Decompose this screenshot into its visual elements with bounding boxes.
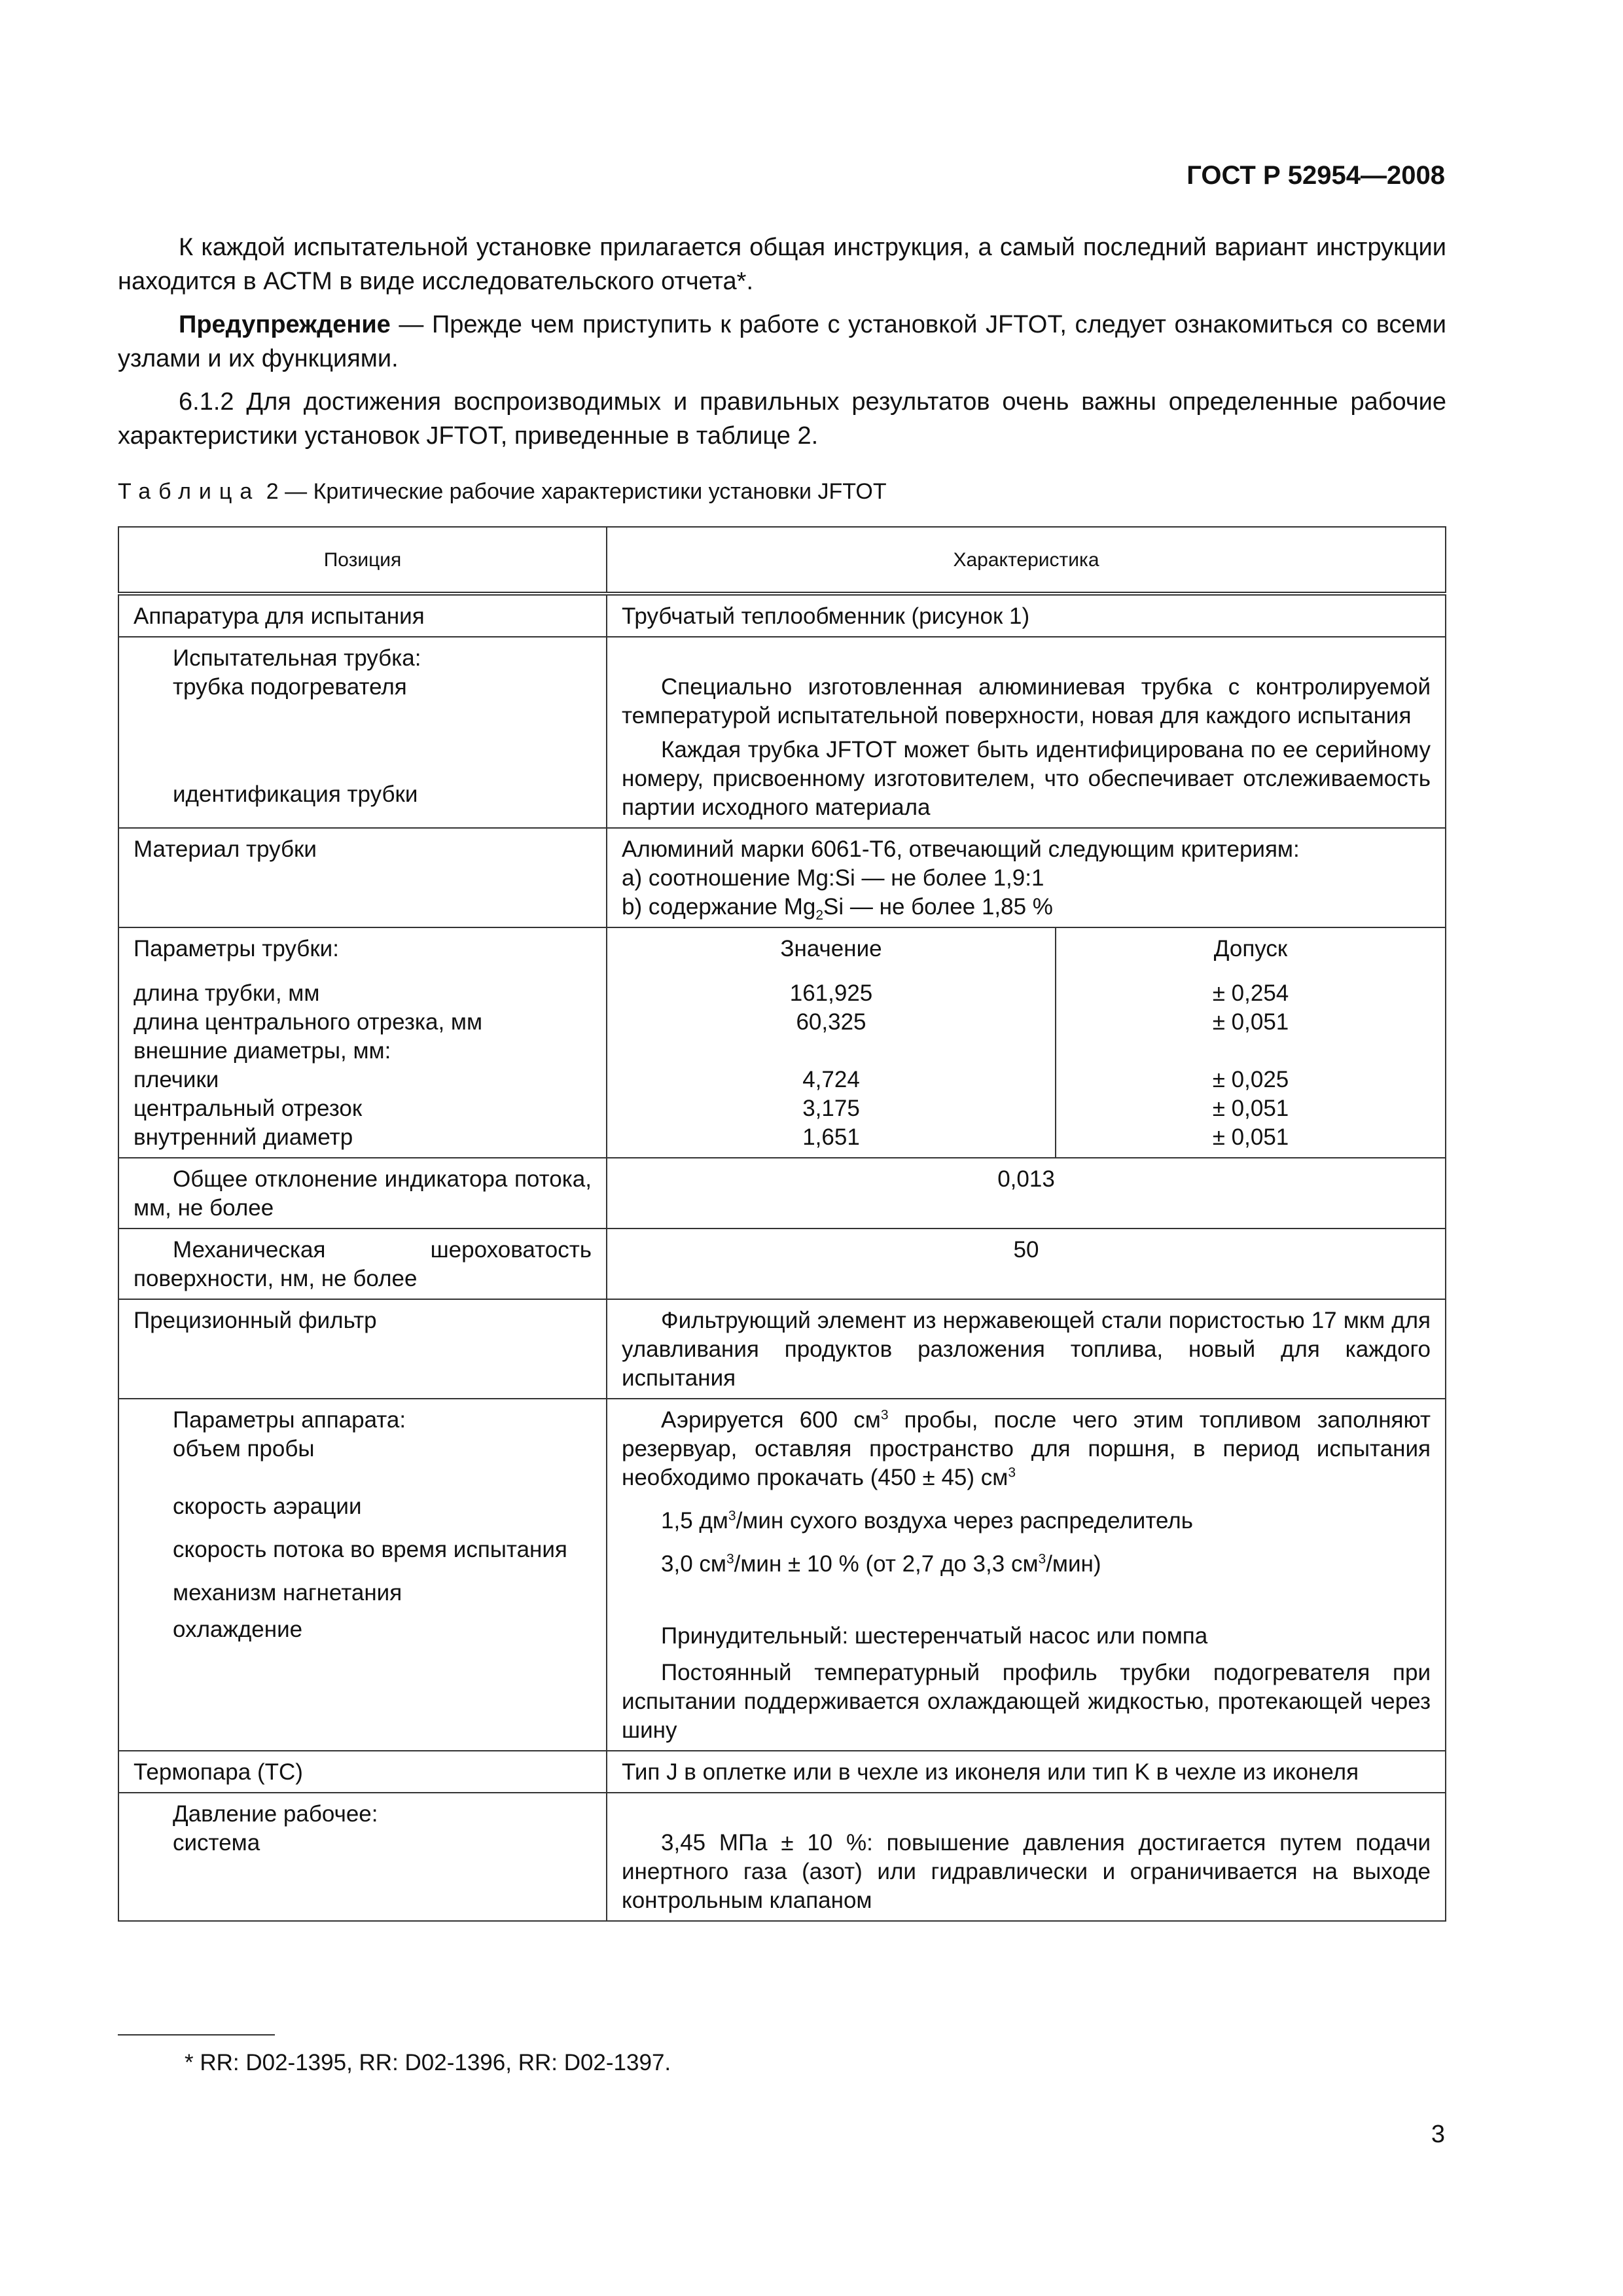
page-number: 3 — [1431, 2121, 1445, 2148]
heater-tube-description: Специально изготовленная алюминиевая трубка с контролируемой температурой испытательной поверхности, новая для каждого испытания — [622, 674, 1431, 728]
tube-identification-description: Каждая трубка JFTOT может быть идентифицирована по ее серийному номеру, присвоенному изготовителем, что обеспечивает отслеживаемость партии исходного материала — [622, 737, 1431, 820]
table-row: Термопара (ТС) Тип J в оплетке или в чехле из иконеля или тип K в чехле из иконеля — [118, 1751, 1446, 1793]
paragraph-6-1-2: 6.1.2 Для достижения воспроизводимых и правильных результатов очень важны определенные рабочие характеристики установок JFTOT, приведенные в таблице 2. — [118, 388, 1446, 450]
table-caption: Таблица 2 — Критические рабочие характеристики установки JFTOT — [118, 479, 887, 504]
header-characteristic: Характеристика — [607, 527, 1446, 594]
table-row: Испытательная трубка: трубка подогревателя идентификация трубки Специально изготовленная алюминиевая трубка с контролируемой температурой испытательной поверхности, новая для каждого испытания Каждая трубка JFTOT может быть идентифицирована по ее серийному номеру, присвоенному изготовителем, что обеспечивает отслеживаемость партии исходного материала — [118, 637, 1446, 828]
table-row: Аппаратура для испытания Трубчатый теплообменник (рисунок 1) — [118, 594, 1446, 637]
table-row: Материал трубки Алюминий марки 6061-T6, отвечающий следующим критериям: a) соотношение Mg:Si — не более 1,9:1 b) содержание $Mg_2Si$ — не более 1,85 % — [118, 828, 1446, 927]
characteristics-table — [118, 526, 1446, 1922]
sample-volume-description: Аэрируется 600 $см^3$ пробы, после чего этим топливом заполняют резервуар, оставляя пространство для поршня, в период испытания необходимо прокачать (450 ± 45) $см^3$ — [622, 1407, 1431, 1490]
tolerance-header: Допуск — [1213, 936, 1288, 961]
paragraph-instruction: К каждой испытательной установке прилагается общая инструкция, а самый последний вариант инструкции находится в АСТМ в виде исследовательского отчета*. — [118, 234, 1446, 295]
table-row: Механическая шероховатость поверхности, нм, не более 50 — [118, 1229, 1446, 1299]
warning-label: Предупреждение — [179, 311, 391, 338]
table-header-row — [118, 527, 1446, 594]
table-row-apparatus-parameters: Параметры аппарата: объем пробы скорость аэрации скорость потока во время испытания механизм нагнетания охлаждение Аэрируется 600 $см^3$ пробы, после чего этим топливом заполняют резервуар, оставляя пространство для поршня, в период испытания необходимо прокачать (450 ± 45) $см^3$ 1,5 $дм^3$/мин сухого воздуха через распределитель 3,0 $см^3$/мин ± 10 % (от 2,7 до 3,3 $см^3/мин$) Принудительный: шестеренчатый насос или помпа Постоянный температурный профиль трубки подогревателя при испытании поддерживается охлаждающей жидкостью, протекающей через шину — [118, 1399, 1446, 1751]
flow-rate-description: 3,0 $см^3$/мин ± 10 % (от 2,7 до 3,3 $см^3/мин$) — [661, 1551, 1101, 1577]
table-row: Прецизионный фильтр Фильтрующий элемент из нержавеющей стали пористостью 17 мкм для улавливания продуктов разложения топлива, новый для каждого испытания — [118, 1299, 1446, 1399]
footnote-separator — [118, 2034, 275, 2036]
table-row: Общее отклонение индикатора потока, мм, не более 0,013 — [118, 1158, 1446, 1229]
table-row-pressure: Давление рабочее: система 3,45 МПа ± 10 %: повышение давления достигается путем подачи инертного газа (азот) или гидравлически и ограничивается на выходе контрольным клапаном — [118, 1793, 1446, 1921]
table-row-tube-parameters: Параметры трубки: длина трубки, мм длина центрального отрезка, мм внешние диаметры, мм: плечики центральный отрезок внутренний диаметр Значение 161,925 60,325 4,724 3,175 1,651 Допуск ± 0,254 ± 0,051 ± 0,025 ± 0,051 ± 0,051 — [118, 927, 1446, 1158]
footnote: * RR: D02-1395, RR: D02-1396, RR: D02-1397. — [185, 2050, 671, 2075]
value-header: Значение — [780, 936, 882, 961]
header-position: Позиция — [118, 527, 607, 594]
aeration-rate-description: 1,5 $дм^3$/мин сухого воздуха через распределитель — [661, 1508, 1193, 1534]
pressure-system-description: 3,45 МПа ± 10 %: повышение давления достигается путем подачи инертного газа (азот) или гидравлически и ограничивается на выходе контрольным клапаном — [622, 1830, 1431, 1913]
standard-designation: ГОСТ Р 52954—2008 — [1186, 161, 1445, 190]
paragraph-warning: Предупреждение — Прежде чем приступить к работе с установкой JFTOT, следует ознакомиться со всеми узлами и их функциями. — [118, 311, 1446, 372]
